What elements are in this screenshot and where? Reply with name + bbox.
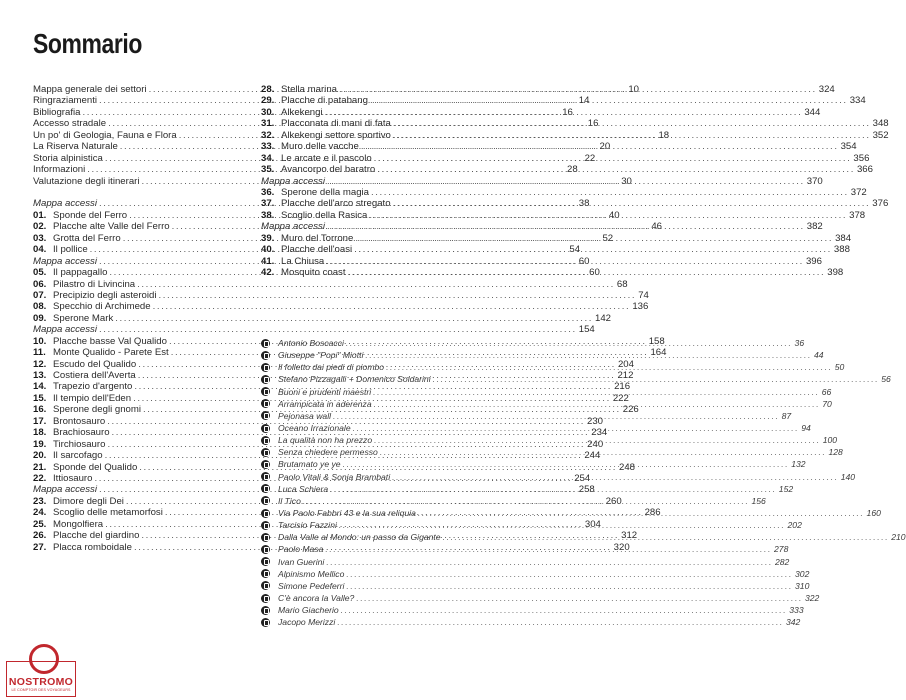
entry-label: Alkekengi bbox=[281, 106, 323, 118]
entry-number: 09. bbox=[33, 312, 47, 324]
entry-number: 14. bbox=[33, 381, 47, 393]
dot-leader bbox=[341, 604, 788, 616]
interview-bullet-icon bbox=[261, 363, 270, 372]
entry-page: 74 bbox=[638, 289, 649, 301]
entry-page: 14 bbox=[578, 95, 590, 107]
author-label: Antonio Boscacci bbox=[278, 338, 344, 348]
toc-entry[interactable] bbox=[33, 301, 649, 313]
author-label: Alpinismo Mellico bbox=[278, 568, 345, 579]
entry-page: 366 bbox=[856, 164, 873, 176]
entry-label: Mappa accessi bbox=[33, 255, 97, 267]
interview-bullet-icon bbox=[261, 411, 270, 420]
dot-leader bbox=[370, 95, 848, 106]
author-page: 66 bbox=[821, 386, 832, 397]
entry-label: Grotta del Ferro bbox=[53, 232, 121, 244]
author-entry[interactable] bbox=[261, 616, 801, 628]
toc-map-entry[interactable] bbox=[33, 324, 595, 336]
author-label: Arrampicata in aderenza bbox=[278, 398, 372, 409]
entry-page: 382 bbox=[806, 221, 823, 233]
entry-label: Mappa accessi bbox=[33, 484, 97, 496]
dot-leader bbox=[346, 568, 793, 580]
author-page: 70 bbox=[822, 398, 832, 409]
entry-label: Mappa accessi bbox=[33, 198, 97, 210]
dot-leader bbox=[339, 519, 786, 531]
entry-number: 23. bbox=[33, 495, 47, 507]
entry-page: 378 bbox=[849, 209, 866, 221]
entry-page: 354 bbox=[840, 141, 857, 153]
entry-label: Avancorpo del baratro bbox=[281, 164, 376, 176]
interview-bullet-icon bbox=[261, 606, 270, 615]
entry-page: 370 bbox=[806, 175, 823, 187]
author-label: Giuseppe "Popi" Miotti bbox=[278, 350, 364, 361]
author-page: 128 bbox=[828, 447, 843, 458]
author-label: La qualità non ha prezzo bbox=[278, 435, 373, 446]
entry-number: 41. bbox=[261, 255, 275, 267]
author-label: Pejonasa wall bbox=[278, 410, 332, 421]
author-entry[interactable] bbox=[261, 604, 804, 616]
author-label: Mario Giacherio bbox=[278, 605, 339, 616]
entry-number: 02. bbox=[33, 221, 47, 233]
entry-page: 16 bbox=[587, 118, 599, 130]
entry-number: 21. bbox=[33, 461, 47, 473]
entry-page: 312 bbox=[621, 530, 638, 542]
entry-page: 68 bbox=[616, 278, 628, 290]
entry-number: 15. bbox=[33, 392, 47, 404]
entry-page: 136 bbox=[632, 301, 649, 313]
dot-leader bbox=[346, 337, 793, 349]
author-label: C'è ancora la Valle? bbox=[278, 592, 355, 603]
interview-bullet-icon bbox=[261, 581, 270, 590]
entry-number: 25. bbox=[33, 518, 47, 530]
author-page: 156 bbox=[751, 495, 766, 506]
author-entry[interactable] bbox=[261, 556, 790, 568]
toc-entry[interactable] bbox=[33, 278, 628, 290]
entry-label: Brachiosauro bbox=[53, 427, 110, 439]
entry-label: Placconata di mani di fata bbox=[281, 118, 391, 130]
entry-number: 17. bbox=[33, 415, 47, 427]
interview-bullet-icon bbox=[261, 448, 270, 457]
interview-bullet-icon bbox=[261, 557, 270, 566]
entry-label: Precipizio degli asteroidi bbox=[53, 289, 157, 301]
author-page: 160 bbox=[866, 507, 881, 518]
author-page: 333 bbox=[789, 605, 804, 616]
dot-leader bbox=[443, 531, 890, 543]
entry-number: 19. bbox=[33, 438, 47, 450]
author-page: 322 bbox=[804, 592, 820, 603]
dot-leader bbox=[392, 471, 839, 483]
interview-bullet-icon bbox=[261, 387, 270, 396]
dot-leader bbox=[346, 580, 793, 592]
dot-leader bbox=[354, 244, 832, 255]
dot-leader bbox=[339, 84, 817, 95]
entry-number: 37. bbox=[261, 198, 275, 210]
interview-bullet-icon bbox=[261, 618, 270, 627]
entry-label: Mappa accessi bbox=[261, 221, 325, 233]
interview-bullet-icon bbox=[261, 484, 270, 493]
dot-leader bbox=[365, 349, 812, 361]
entry-label: Accesso stradale bbox=[33, 118, 107, 130]
entry-page: 304 bbox=[584, 518, 601, 530]
toc-entry[interactable] bbox=[33, 289, 649, 301]
entry-page: 28 bbox=[567, 164, 578, 176]
entry-number: 06. bbox=[33, 278, 47, 290]
entry-label: Placche dell'arco stregato bbox=[281, 198, 391, 210]
entry-label: Muro delle vacche bbox=[281, 141, 359, 153]
dot-leader bbox=[355, 233, 833, 244]
dot-leader bbox=[377, 164, 855, 175]
entry-page: 286 bbox=[644, 507, 661, 519]
entry-number: 32. bbox=[261, 129, 275, 141]
entry-page: 248 bbox=[619, 461, 636, 473]
entry-page: 164 bbox=[650, 347, 667, 359]
dot-leader bbox=[330, 483, 777, 495]
dot-leader bbox=[325, 107, 803, 118]
entry-label: Mappa accessi bbox=[261, 175, 325, 187]
dot-leader bbox=[327, 176, 805, 187]
logo-arc-icon bbox=[29, 644, 59, 674]
entry-label: Trapezio d'argento bbox=[53, 381, 133, 393]
author-label: Il Tico bbox=[278, 495, 301, 506]
interview-bullet-icon bbox=[261, 533, 270, 542]
entry-page: 38 bbox=[578, 198, 590, 210]
entry-page: 376 bbox=[872, 198, 889, 210]
dot-leader bbox=[418, 507, 865, 519]
interview-bullet-icon bbox=[261, 351, 270, 360]
entry-page: 258 bbox=[578, 484, 595, 496]
entry-page: 60 bbox=[589, 267, 600, 279]
entry-label: Placche alte Valle del Ferro bbox=[53, 221, 170, 233]
entry-page: 234 bbox=[591, 427, 608, 439]
entry-number: 05. bbox=[33, 267, 47, 279]
author-page: 278 bbox=[774, 544, 789, 555]
entry-page: 320 bbox=[613, 541, 630, 553]
author-page: 310 bbox=[795, 580, 810, 591]
dot-leader bbox=[327, 221, 805, 232]
author-label: Il folletto dai piedi di piombo bbox=[278, 362, 385, 373]
entry-page: 142 bbox=[595, 312, 612, 324]
entry-page: 254 bbox=[574, 472, 591, 484]
interview-bullet-icon bbox=[261, 521, 270, 530]
author-label: Ivan Guerini bbox=[278, 556, 325, 567]
dot-leader bbox=[433, 373, 880, 385]
entry-number: 29. bbox=[261, 95, 275, 107]
dot-leader bbox=[369, 210, 847, 221]
interview-bullet-icon bbox=[261, 460, 270, 469]
author-page: 36 bbox=[794, 338, 805, 348]
interview-bullet-icon bbox=[261, 472, 270, 481]
interview-bullet-icon bbox=[261, 375, 270, 384]
entry-number: 22. bbox=[33, 472, 47, 484]
entry-page: 334 bbox=[849, 95, 866, 107]
entry-number: 40. bbox=[261, 244, 275, 256]
entry-label: Placche dell'oasi bbox=[281, 244, 353, 256]
entry-number: 11. bbox=[33, 347, 46, 359]
entry-number: 12. bbox=[33, 358, 47, 370]
entry-page: 18 bbox=[658, 129, 670, 141]
entry-label: Il pollice bbox=[53, 244, 88, 256]
interview-bullet-icon bbox=[261, 509, 270, 518]
logo-tagline: LE COMPTOIR DES VOYAGEURS bbox=[11, 688, 71, 692]
dot-leader bbox=[371, 187, 849, 198]
entry-label: Ittiosauro bbox=[53, 472, 93, 484]
entry-number: 34. bbox=[261, 152, 275, 164]
interview-bullet-icon bbox=[261, 339, 270, 348]
author-label: Simone Pedeferri bbox=[278, 580, 345, 591]
dot-leader bbox=[337, 616, 784, 628]
interview-bullet-icon bbox=[261, 569, 270, 578]
entry-number: 35. bbox=[261, 164, 275, 176]
author-label: Brutamato ye ye bbox=[278, 459, 341, 470]
entry-number: 10. bbox=[33, 335, 47, 347]
author-page: 302 bbox=[795, 568, 810, 579]
interview-bullet-icon bbox=[261, 399, 270, 408]
entry-label: Mappa accessi bbox=[33, 324, 97, 336]
author-page: 56 bbox=[881, 374, 891, 385]
author-label: Jacopo Merizzi bbox=[278, 617, 336, 628]
author-entry[interactable] bbox=[261, 568, 810, 580]
entry-label: Valutazione degli itinerari bbox=[33, 175, 140, 187]
entry-page: 222 bbox=[612, 392, 629, 404]
entry-page: 52 bbox=[602, 232, 614, 244]
dot-leader bbox=[333, 410, 780, 422]
entry-label: La Chiusa bbox=[281, 255, 325, 267]
entry-page: 384 bbox=[835, 232, 852, 244]
entry-number: 01. bbox=[33, 209, 47, 221]
entry-number: 36. bbox=[261, 186, 275, 198]
entry-number: 26. bbox=[33, 530, 47, 542]
dot-leader bbox=[326, 256, 804, 267]
author-entry[interactable] bbox=[261, 580, 810, 592]
entry-number: 20. bbox=[33, 450, 47, 462]
entry-number: 13. bbox=[33, 370, 47, 381]
entry-page: 388 bbox=[833, 244, 850, 256]
dot-leader bbox=[153, 301, 631, 312]
entry-page: 30 bbox=[621, 175, 632, 187]
dot-leader bbox=[361, 141, 839, 152]
entry-number: 30. bbox=[261, 106, 275, 118]
entry-page: 60 bbox=[578, 255, 590, 267]
entry-label: Dimore degli Dei bbox=[53, 495, 124, 507]
entry-page: 46 bbox=[651, 221, 663, 233]
dot-leader bbox=[326, 556, 773, 568]
entry-label: Sperone Mark bbox=[53, 312, 114, 324]
entry-page: 348 bbox=[872, 118, 889, 130]
entry-label: Stella marina bbox=[281, 84, 337, 95]
author-entry[interactable] bbox=[261, 592, 820, 604]
interview-bullet-icon bbox=[261, 545, 270, 554]
author-page: 132 bbox=[791, 459, 806, 470]
interview-bullet-icon bbox=[261, 496, 270, 505]
entry-page: 344 bbox=[804, 106, 821, 118]
entry-number: 38. bbox=[261, 209, 275, 221]
author-label: Tarcisio Fazzini bbox=[278, 520, 337, 531]
author-page: 50 bbox=[834, 362, 845, 373]
dot-leader bbox=[356, 592, 803, 604]
entry-number: 42. bbox=[261, 267, 275, 278]
entry-label: Scoglio delle metamorfosi bbox=[53, 507, 163, 519]
entry-page: 22 bbox=[584, 152, 596, 164]
logo-name: NOSTROMO bbox=[8, 676, 74, 688]
entry-label: Sponde del Qualido bbox=[53, 461, 138, 473]
interview-bullet-icon bbox=[261, 424, 270, 433]
entry-page: 244 bbox=[584, 450, 601, 462]
author-label: Buoni e prudenti maestri bbox=[278, 386, 372, 397]
entry-label: Mappa generale dei settori bbox=[33, 84, 147, 95]
entry-number: 24. bbox=[33, 507, 47, 519]
entry-label: Brontosauro bbox=[53, 415, 106, 427]
dot-leader bbox=[303, 495, 750, 507]
entry-label: Mosquito coast bbox=[281, 267, 346, 278]
entry-number: 03. bbox=[33, 232, 47, 244]
entry-label: La Riserva Naturale bbox=[33, 141, 118, 153]
entry-page: 16 bbox=[562, 106, 573, 118]
entry-label: Placche basse Val Qualido bbox=[53, 335, 167, 347]
author-page: 210 bbox=[891, 532, 906, 543]
interview-bullet-icon bbox=[261, 594, 270, 603]
author-page: 140 bbox=[840, 471, 856, 482]
author-label: Paolo Masa bbox=[278, 544, 324, 555]
entry-page: 372 bbox=[850, 186, 867, 198]
toc-entry[interactable] bbox=[33, 312, 612, 324]
entry-label: Tirchiosauro bbox=[53, 438, 106, 450]
entry-label: Pilastro di Livincina bbox=[53, 278, 136, 290]
dot-leader bbox=[115, 313, 593, 324]
dot-leader bbox=[393, 118, 871, 129]
entry-number: 08. bbox=[33, 301, 47, 313]
dot-leader bbox=[393, 130, 871, 141]
entry-label: Escudo del Qualido bbox=[53, 358, 137, 370]
entry-number: 07. bbox=[33, 289, 47, 301]
author-page: 202 bbox=[787, 520, 802, 531]
entry-label: Placche del giardino bbox=[53, 530, 140, 542]
entry-label: Un po' di Geologia, Fauna e Flora bbox=[33, 129, 177, 141]
entry-page: 260 bbox=[605, 495, 622, 507]
page-title: Sommario bbox=[33, 28, 143, 59]
entry-label: Le arcate e il pascolo bbox=[281, 152, 372, 164]
entry-number: 33. bbox=[261, 141, 275, 153]
entry-label: Il tempio dell'Eden bbox=[53, 392, 132, 404]
entry-label: Placche di patabang bbox=[281, 95, 368, 107]
author-page: 44 bbox=[814, 350, 824, 361]
entry-page: 158 bbox=[648, 335, 665, 347]
dot-leader bbox=[158, 290, 636, 301]
dot-leader bbox=[374, 434, 821, 446]
author-label: Oceano Irrazionale bbox=[278, 422, 351, 433]
entry-page: 216 bbox=[614, 381, 631, 393]
interview-bullet-icon bbox=[261, 436, 270, 445]
entry-number: 28. bbox=[261, 84, 275, 95]
publisher-logo bbox=[6, 661, 76, 697]
entry-page: 20 bbox=[599, 141, 611, 153]
entry-label: Sponde del Ferro bbox=[53, 209, 128, 221]
author-label: Luca Schiera bbox=[278, 483, 329, 494]
entry-page: 324 bbox=[818, 84, 835, 95]
dot-leader bbox=[137, 279, 615, 290]
entry-number: 31. bbox=[261, 118, 275, 130]
author-page: 87 bbox=[781, 410, 792, 421]
entry-number: 39. bbox=[261, 232, 275, 244]
entry-label: Bibliografia bbox=[33, 106, 81, 118]
entry-label: Storia alpinistica bbox=[33, 152, 103, 164]
entry-page: 10 bbox=[628, 84, 640, 95]
dot-leader bbox=[343, 458, 790, 470]
entry-page: 212 bbox=[617, 370, 634, 381]
entry-page: 352 bbox=[872, 129, 889, 141]
dot-leader bbox=[348, 267, 826, 278]
entry-number: 04. bbox=[33, 244, 47, 256]
author-page: 94 bbox=[801, 422, 811, 433]
entry-page: 398 bbox=[827, 267, 844, 278]
entry-page: 226 bbox=[622, 404, 639, 416]
entry-number: 18. bbox=[33, 427, 47, 439]
author-label: Paolo Vitali & Sonja Brambati bbox=[278, 471, 391, 482]
author-label: Stefano Pizzagalli + Domenico Soldarini bbox=[278, 374, 431, 385]
dot-leader bbox=[353, 422, 800, 434]
author-page: 282 bbox=[774, 556, 790, 567]
dot-leader bbox=[374, 153, 852, 164]
entry-label: Sperone degli gnomi bbox=[53, 404, 142, 416]
dot-leader bbox=[386, 358, 833, 373]
entry-page: 204 bbox=[617, 358, 634, 370]
entry-label: Monte Qualido - Parete Est bbox=[53, 347, 169, 359]
entry-label: Costiera dell'Averta bbox=[53, 370, 136, 381]
entry-label: Informazioni bbox=[33, 164, 86, 176]
entry-page: 40 bbox=[608, 209, 620, 221]
entry-label: Sperone della magia bbox=[281, 186, 370, 198]
entry-label: Specchio di Archimede bbox=[53, 301, 151, 313]
author-page: 152 bbox=[778, 483, 794, 494]
entry-page: 54 bbox=[569, 244, 581, 256]
dot-leader bbox=[325, 543, 772, 555]
author-label: Dalla Valle al Mondo: un passo da Gigante bbox=[278, 532, 441, 543]
entry-label: Placca romboidale bbox=[53, 541, 132, 553]
dot-leader bbox=[373, 386, 820, 398]
entry-number: 16. bbox=[33, 404, 47, 416]
toc-entry[interactable] bbox=[261, 186, 867, 198]
entry-label: Alkekengi settore sportivo bbox=[281, 129, 391, 141]
author-page: 100 bbox=[822, 435, 838, 446]
entry-page: 240 bbox=[587, 438, 604, 450]
dot-leader bbox=[99, 324, 577, 335]
author-label: Via Paolo Fabbri 43 e la sua reliquia bbox=[278, 507, 416, 518]
entry-page: 154 bbox=[578, 324, 595, 336]
entry-page: 230 bbox=[587, 415, 604, 427]
author-label: Senza chiedere permesso bbox=[278, 447, 378, 458]
entry-label: Ringraziamenti bbox=[33, 95, 97, 107]
entry-number: 27. bbox=[33, 541, 47, 553]
dot-leader bbox=[374, 398, 821, 410]
entry-page: 396 bbox=[805, 255, 822, 267]
entry-label: Il sarcofago bbox=[53, 450, 103, 462]
dot-leader bbox=[393, 198, 871, 209]
dot-leader bbox=[380, 446, 827, 458]
entry-label: Mongolfiera bbox=[53, 518, 104, 530]
author-page: 342 bbox=[785, 617, 801, 628]
entry-label: Il pappagallo bbox=[53, 267, 108, 279]
entry-label: Muro del Torrone bbox=[281, 232, 354, 244]
entry-page: 356 bbox=[853, 152, 870, 164]
entry-label: Scoglio della Rasica bbox=[281, 209, 368, 221]
